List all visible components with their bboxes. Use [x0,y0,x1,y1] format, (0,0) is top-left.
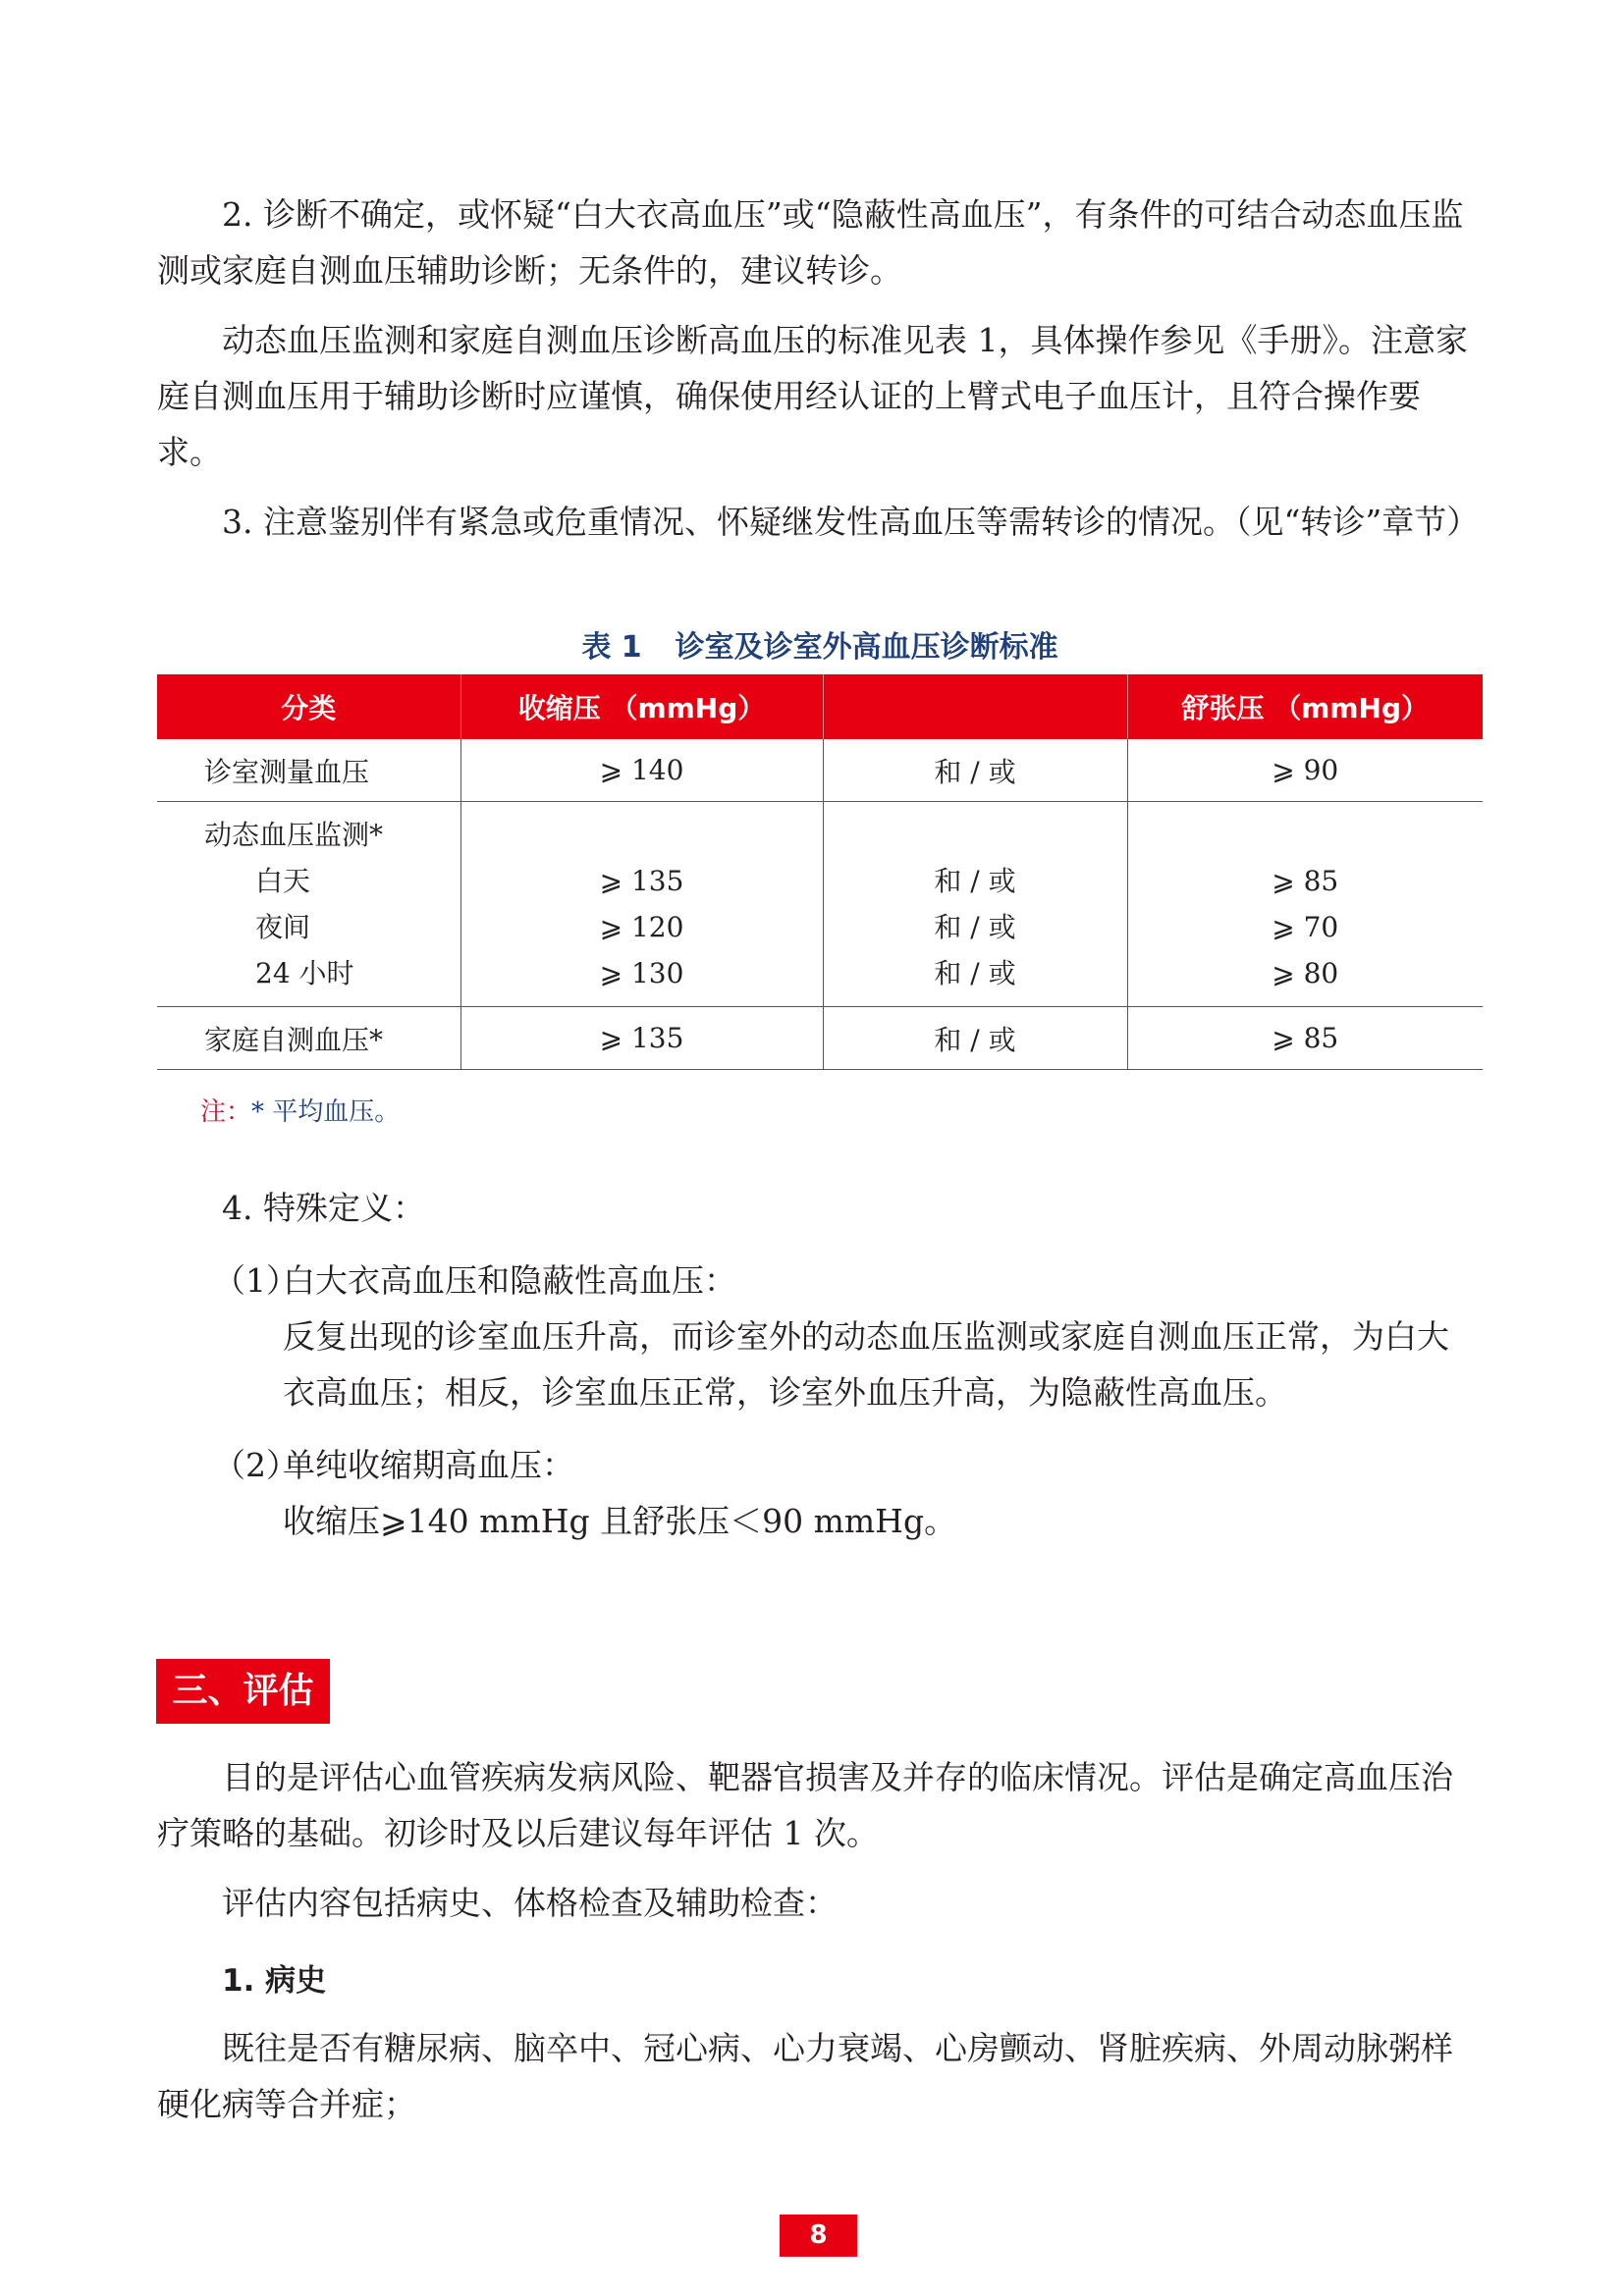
paragraph-assessment-content: 评估内容包括病史、体格检查及辅助检查： [222,1884,838,1922]
definition-1-title: 白大衣高血压和隐蔽性高血压： [283,1261,736,1300]
paragraph-assessment-purpose: 目的是评估心血管疾病发病风险、靶器官损害及并存的临床情况。评估是确定高血压治疗策略的基础。初诊时及以后建议每年评估 1 次。 [157,1758,1453,1852]
abpm-nighttime-systolic: ⩾ 120 [599,911,684,943]
paragraph-medical-history: 既往是否有糖尿病、脑卒中、冠心病、心力衰竭、心房颤动、肾脏疾病、外周动脉粥样硬化病等合并症； [157,2029,1453,2123]
footnote-label: 注： [200,1097,252,1127]
definition-1-line-2: 衣高血压；相反，诊室血压正常，诊室外血压升高，为隐蔽性高血压。 [283,1373,1287,1412]
abpm-24h-label: 24 小时 [255,957,354,989]
cell-systolic: ⩾ 140 [460,739,823,802]
table-row-abpm [157,802,1483,1007]
definition-2-title: 单纯收缩期高血压： [283,1446,574,1484]
paragraph-referral-note: 3. 注意鉴别伴有紧急或危重情况、怀疑继发性高血压等需转诊的情况。（见“转诊”章节） [222,503,1480,541]
table-header-row [157,674,1483,739]
header-systolic: 收缩压 （mmHg） [460,674,823,739]
cell-abpm-labels [157,802,460,1007]
section-heading-assessment: 三、评估 [156,1659,330,1724]
paragraph-diagnosis-uncertain: 2. 诊断不确定，或怀疑“白大衣高血压”或“隐蔽性高血压”，有条件的可结合动态血压监测或家庭自测血压辅助诊断；无条件的，建议转诊。 [157,195,1464,290]
abpm-24h-systolic: ⩾ 130 [599,957,684,989]
abpm-daytime-systolic: ⩾ 135 [599,865,684,897]
table-footnote [200,1092,400,1128]
cell-label: 诊室测量血压 [157,739,460,802]
table-row-office [157,739,1483,802]
abpm-daytime-label: 白天 [255,865,311,897]
table-row-home [157,1007,1483,1070]
subheading-medical-history: 1. 病史 [222,1963,327,1999]
cell-conjunction: 和 / 或 [823,739,1127,802]
cell-abpm-conjunction [823,802,1127,1007]
header-conjunction [823,674,1127,739]
table-caption-number: 表 1 [581,630,642,665]
cell-label: 家庭自测血压* [157,1007,460,1070]
abpm-daytime-conjunction: 和 / 或 [934,865,1016,897]
header-category: 分类 [157,674,460,739]
definition-2-line-1: 收缩压⩾140 mmHg 且舒张压＜90 mmHg。 [283,1502,957,1540]
cell-abpm-diastolic [1127,802,1483,1007]
diagnosis-criteria-table [157,674,1483,1070]
definition-1-number: （1） [213,1261,298,1300]
abpm-nighttime-label: 夜间 [255,911,311,943]
footnote-text: * 平均血压。 [251,1097,401,1127]
paragraph-abpm-standard: 动态血压监测和家庭自测血压诊断高血压的标准见表 1，具体操作参见《手册》。注意家庭自测血压用于辅助诊断时应谨慎，确保使用经认证的上臂式电子血压计，且符合操作要求。 [157,321,1468,471]
cell-abpm-systolic [460,802,823,1007]
definition-1-line-1: 反复出现的诊室血压升高，而诊室外的动态血压监测或家庭自测血压正常，为白大 [283,1317,1449,1356]
table-caption-title: 诊室及诊室外高血压诊断标准 [675,630,1058,665]
abpm-daytime-diastolic: ⩾ 85 [1272,865,1339,897]
cell-conjunction: 和 / 或 [823,1007,1127,1070]
cell-diastolic: ⩾ 90 [1127,739,1483,802]
abpm-label: 动态血压监测* [204,819,384,851]
cell-diastolic: ⩾ 85 [1127,1007,1483,1070]
definitions-heading: 4. 特殊定义： [222,1189,425,1227]
header-diastolic: 舒张压 （mmHg） [1127,674,1483,739]
abpm-nighttime-diastolic: ⩾ 70 [1272,911,1339,943]
definition-2-number: （2） [213,1446,298,1484]
abpm-24h-conjunction: 和 / 或 [934,957,1016,989]
table-caption [157,622,1483,666]
abpm-nighttime-conjunction: 和 / 或 [934,911,1016,943]
abpm-24h-diastolic: ⩾ 80 [1272,957,1339,989]
cell-systolic: ⩾ 135 [460,1007,823,1070]
page-number: 8 [780,2215,857,2257]
